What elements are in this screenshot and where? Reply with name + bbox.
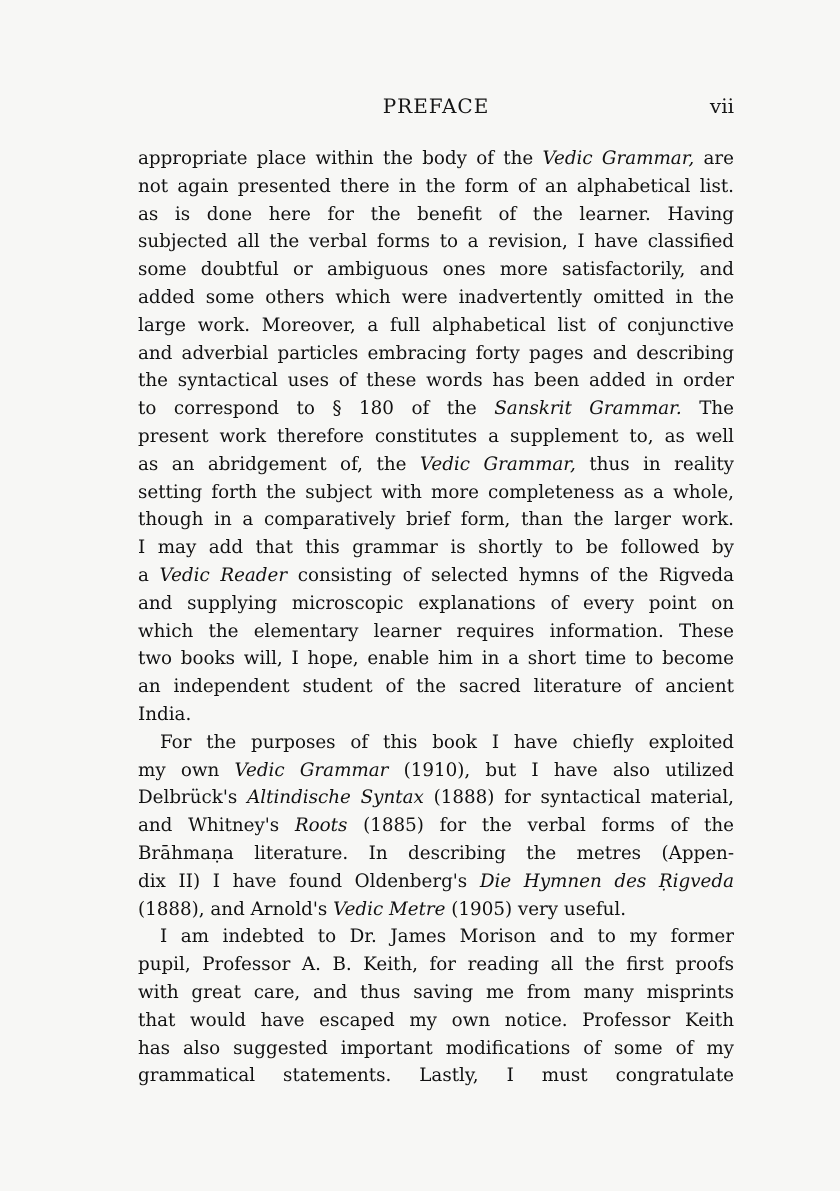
text-line	[138, 757, 734, 785]
text-segment: and Whitney's	[138, 815, 295, 837]
text-segment: not again presented there in the form of an alphabetical list.	[138, 175, 734, 197]
text-segment: Delbrück's	[138, 787, 248, 809]
text-line	[138, 645, 734, 673]
italic-title: Die Hymnen des Ṛigveda	[479, 870, 734, 892]
text-segment: dix II) I have found Oldenberg's	[138, 870, 480, 892]
text-line	[138, 812, 734, 840]
text-segment: the syntactical uses of these words has been added in order	[138, 370, 734, 392]
text-line	[138, 312, 734, 340]
text-line	[138, 618, 734, 646]
running-head: PREFACE	[382, 94, 490, 118]
text-segment: added some others which were inadvertently omitted in the	[138, 286, 734, 308]
italic-title: Vedic Reader	[159, 564, 288, 586]
text-line	[138, 590, 734, 618]
italic-title: Vedic Grammar	[234, 759, 389, 781]
text-line	[138, 395, 734, 423]
text-segment: (1910), but I have also utilized	[388, 759, 735, 781]
text-segment: with great care, and thus saving me from many misprints	[138, 981, 734, 1003]
text-segment: has also suggested important modifications of some of my	[138, 1037, 734, 1059]
text-segment: The	[681, 398, 734, 420]
text-segment: I may add that this grammar is shortly to be followed by	[138, 537, 734, 559]
text-segment: some doubtful or ambiguous ones more satisfactorily, and	[138, 259, 734, 281]
text-line	[138, 673, 734, 701]
text-segment: thus in reality	[575, 453, 735, 475]
text-segment: two books will, I hope, enable him in a short time to become	[138, 648, 734, 670]
text-line	[138, 729, 734, 757]
text-line	[138, 284, 734, 312]
text-segment: Brāhmaṇa literature. In describing the metres (Appen-	[138, 842, 734, 864]
text-segment: For the purposes of this book I have chiefly exploited	[160, 731, 734, 753]
text-line	[138, 479, 734, 507]
text-line	[138, 1062, 734, 1090]
text-line	[138, 340, 734, 368]
text-segment: subjected all the verbal forms to a revision, I have classified	[138, 231, 734, 253]
text-line	[138, 923, 734, 951]
text-line	[138, 173, 734, 201]
text-segment: setting forth the subject with more completeness as a whole,	[138, 481, 734, 503]
italic-title: Sanskrit Grammar.	[494, 398, 682, 420]
text-segment: (1905) very useful.	[445, 898, 627, 920]
text-line	[138, 1035, 734, 1063]
text-segment: are	[694, 148, 734, 169]
text-segment: appropriate place within the body of the	[138, 148, 543, 169]
text-segment: pupil, Professor A. B. Keith, for reading all the first proofs	[138, 954, 734, 976]
text-segment: grammatical statements. Lastly, I must congratulate	[138, 1065, 734, 1087]
page-number: vii	[709, 94, 734, 118]
italic-title: Vedic Grammar,	[419, 453, 576, 475]
text-line	[138, 701, 734, 729]
italic-title: Roots	[294, 815, 348, 837]
italic-title: Altindische Syntax	[247, 787, 424, 809]
page-header	[138, 94, 734, 124]
text-line	[138, 256, 734, 284]
text-segment: India.	[138, 703, 192, 725]
text-segment: (1888), and Arnold's	[138, 898, 334, 920]
text-line	[138, 228, 734, 256]
text-segment: (1888) for syntactical material,	[423, 787, 734, 809]
text-segment: which the elementary learner requires information. These	[138, 620, 734, 642]
text-line	[138, 145, 734, 173]
text-segment: to correspond to § 180 of the	[138, 398, 495, 420]
text-segment: that would have escaped my own notice. Professor Keith	[138, 1009, 734, 1031]
text-segment: consisting of selected hymns of the Rigveda	[287, 564, 734, 586]
text-segment: large work. Moreover, a full alphabetical list of conjunctive	[138, 314, 734, 336]
text-line	[138, 1007, 734, 1035]
text-segment: as an abridgement of, the	[138, 453, 420, 475]
text-line	[138, 840, 734, 868]
text-line	[138, 423, 734, 451]
text-segment: though in a comparatively brief form, than the larger work.	[138, 509, 734, 531]
text-line	[138, 784, 734, 812]
text-line	[138, 201, 734, 229]
body-text	[138, 145, 734, 1090]
text-segment: my own	[138, 759, 235, 781]
text-segment: and supplying microscopic explanations of every point on	[138, 592, 734, 614]
text-line	[138, 896, 734, 924]
italic-title: Vedic Grammar,	[542, 148, 695, 169]
text-segment: and adverbial particles embracing forty pages and describing	[138, 342, 734, 364]
text-segment: an independent student of the sacred literature of ancient	[138, 676, 734, 698]
text-line	[138, 979, 734, 1007]
text-line	[138, 506, 734, 534]
text-line	[138, 534, 734, 562]
text-line	[138, 451, 734, 479]
text-segment: a	[138, 564, 160, 586]
text-segment: present work therefore constitutes a supplement to, as well	[138, 425, 734, 447]
text-segment: (1885) for the verbal forms of the	[347, 815, 734, 837]
text-segment: I am indebted to Dr. James Morison and to my former	[160, 926, 734, 948]
text-line	[138, 562, 734, 590]
italic-title: Vedic Metre	[333, 898, 446, 920]
text-segment: as is done here for the benefit of the learner. Having	[138, 203, 734, 225]
text-line	[138, 868, 734, 896]
text-line	[138, 367, 734, 395]
text-line	[138, 951, 734, 979]
